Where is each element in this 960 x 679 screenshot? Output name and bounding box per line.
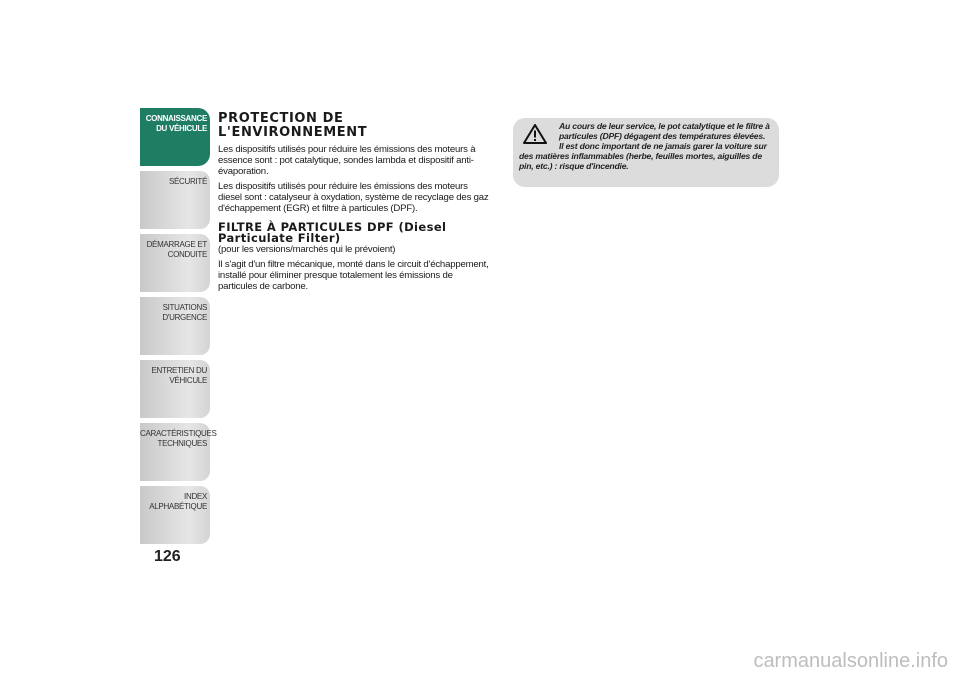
paragraph-diesel-emissions: Les dispositifs utilisés pour réduire les émissions des moteurs diesel sont : catalyseur à oxydation, système de recyclage des gaz d'échappement (EGR) et filtre à particules (DPF).: [218, 181, 489, 214]
paragraph-petrol-emissions: Les dispositifs utilisés pour réduire les émissions des moteurs à essence sont : pot catalytique, sondes lambda et dispositif anti-évaporation.: [218, 144, 476, 177]
tab-demarrage-et-conduite[interactable]: [140, 234, 210, 292]
tab-connaissance-du-vehicule[interactable]: [140, 108, 210, 166]
page-number: 126: [154, 548, 181, 565]
paragraph-dpf-description: Il s'agit d'un filtre mécanique, monté dans le circuit d'échappement, installé pour éliminer presque totalement les émissions de particules de carbone.: [218, 259, 489, 292]
warning-line-2-start: [519, 141, 559, 151]
tab-label: CONNAISSANCE DU VÉHICULE: [145, 114, 207, 133]
tab-entretien-du-vehicule[interactable]: [140, 360, 210, 418]
section-heading: PROTECTION DE L'ENVIRONNEMENT: [218, 111, 368, 140]
warning-box: [513, 118, 779, 187]
warning-line-2: Il est donc important de ne jamais garer la voiture sur des matières inflammables (herbe, feuilles mortes, aiguilles de pin, etc.) : risque d'incendie.: [519, 141, 767, 171]
tab-label: SÉCURITÉ: [168, 177, 207, 186]
warning-line-1: Au cours de leur service, le pot catalytique et le filtre à particules (DPF) dégagent des températures élevées.: [559, 121, 770, 141]
main-column: [218, 112, 494, 296]
tab-securite[interactable]: [140, 171, 210, 229]
watermark: carmanualsonline.info: [753, 650, 948, 672]
tab-label: CARACTÉRISTIQUES TECHNIQUES: [140, 429, 217, 448]
tab-index-alphabetique[interactable]: [140, 486, 210, 544]
warning-text: [519, 121, 771, 171]
paragraph-versions-note: (pour les versions/marchés qui le prévoient): [218, 244, 396, 255]
tab-label: SITUATIONS D'URGENCE: [162, 303, 207, 322]
dpf-subheading: FILTRE À PARTICULES DPF (Diesel Particulate Filter): [218, 220, 447, 245]
tab-caracteristiques-techniques[interactable]: [140, 423, 217, 481]
tab-situations-d-urgence[interactable]: [140, 297, 210, 355]
tab-label: ENTRETIEN DU VÉHICULE: [151, 366, 207, 385]
tab-label: INDEX ALPHABÉTIQUE: [149, 492, 207, 511]
tab-label: DÉMARRAGE ET CONDUITE: [146, 240, 207, 259]
